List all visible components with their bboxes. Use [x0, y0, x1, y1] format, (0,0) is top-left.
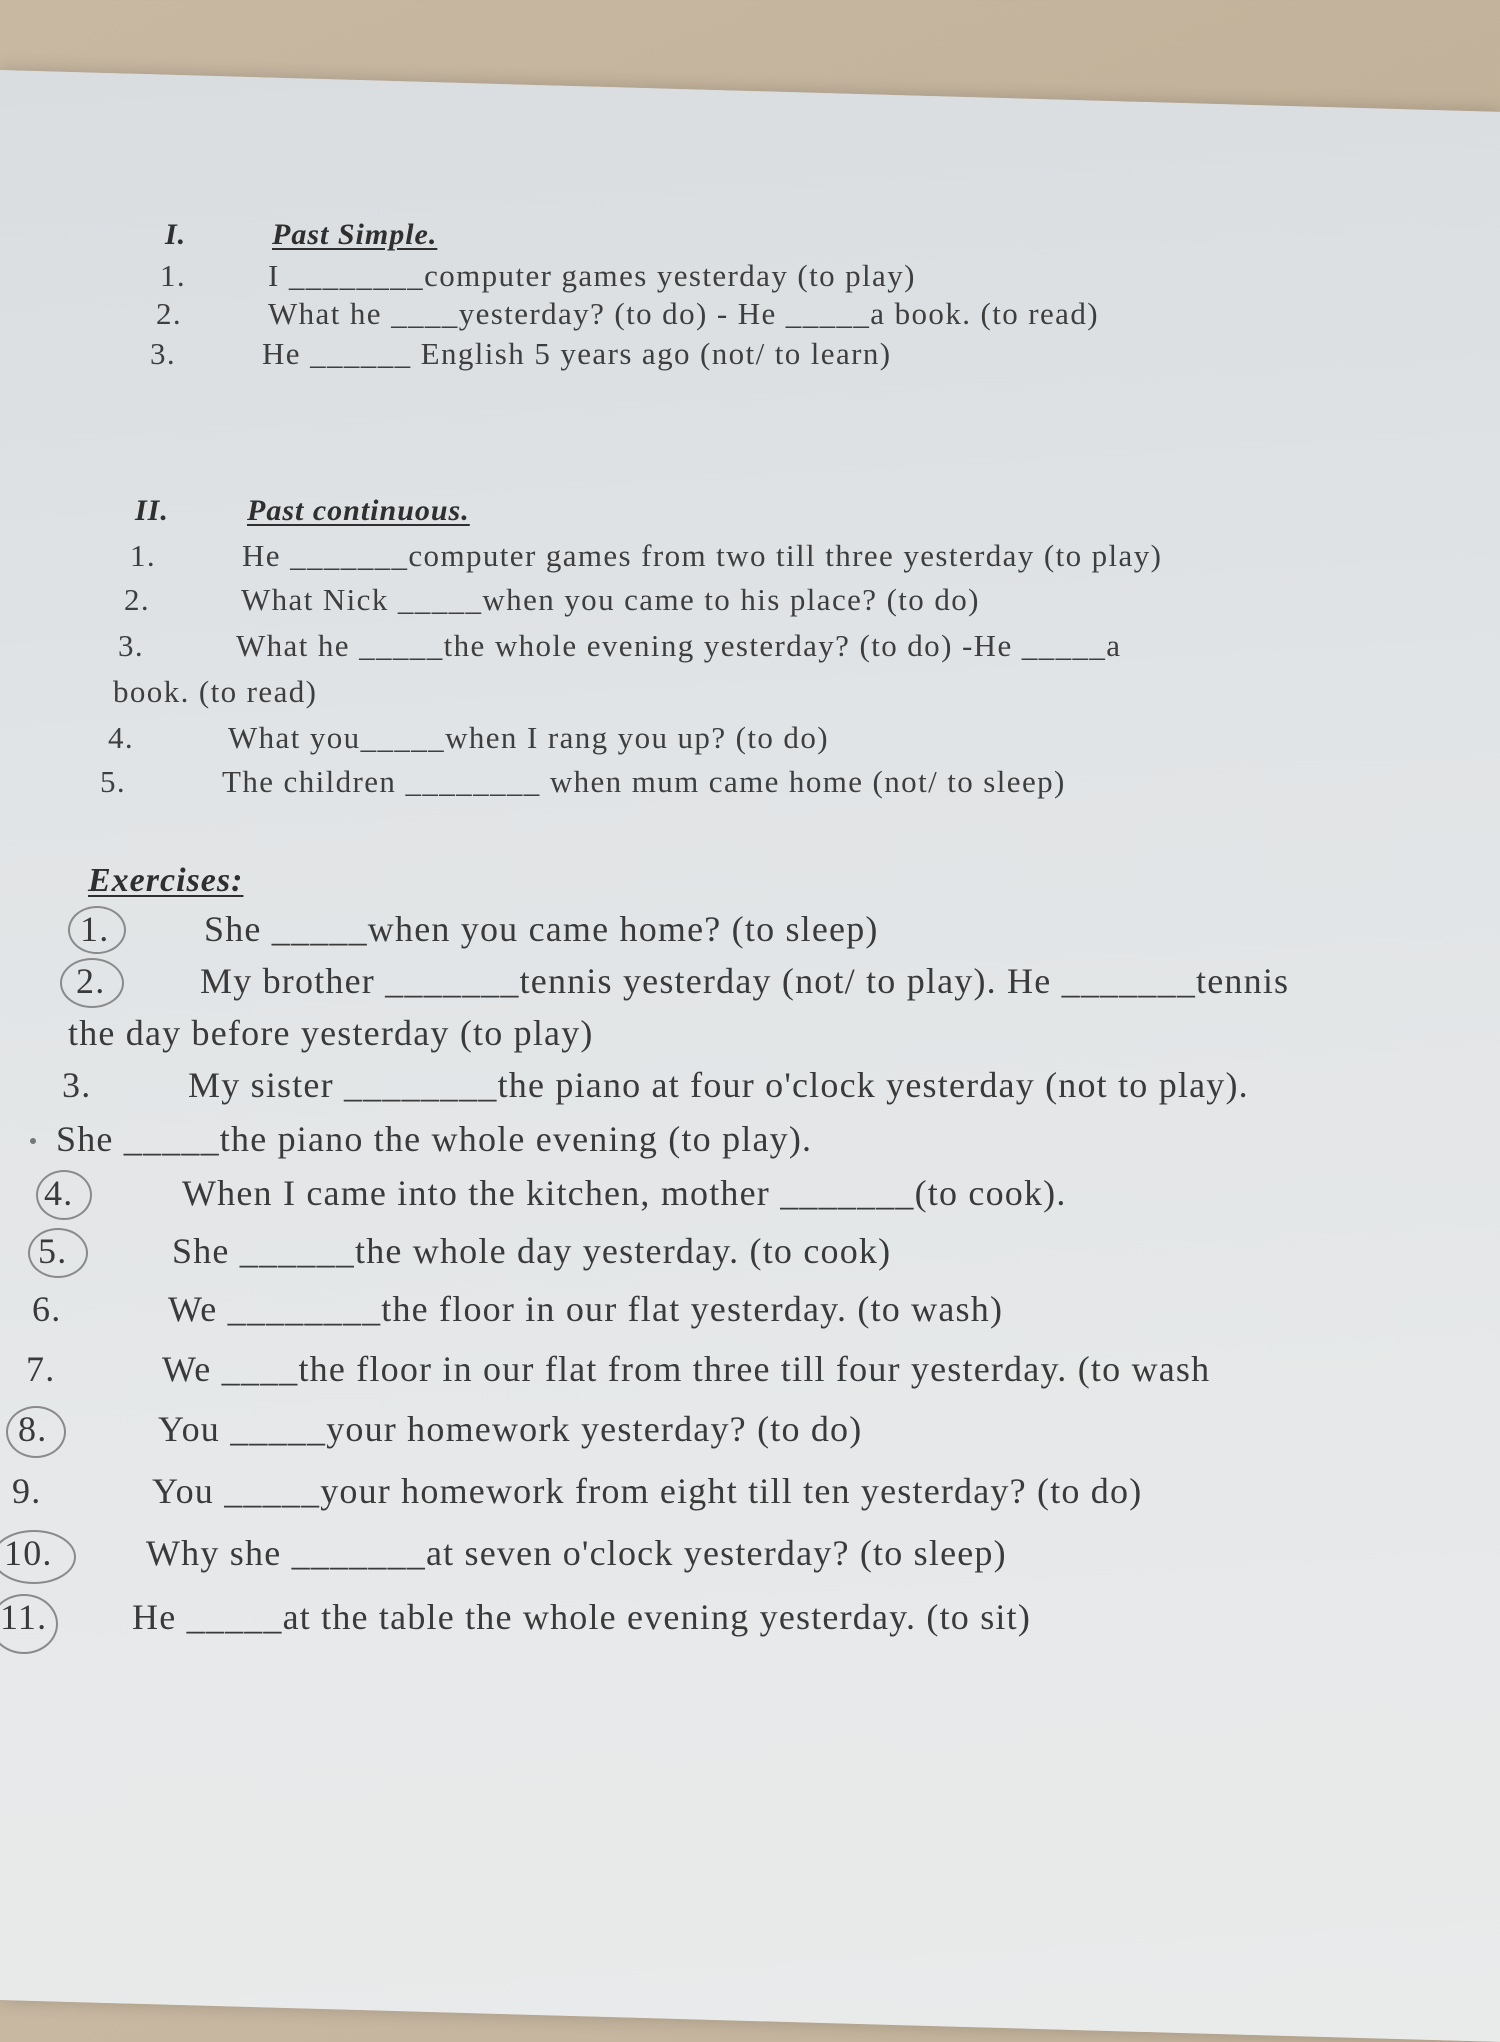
section1-roman: I.	[165, 218, 187, 251]
item-text: We ________the floor in our flat yesterday. (to wash)	[168, 1289, 1004, 1329]
pencil-dot	[30, 1138, 36, 1144]
item-number: 10.	[4, 1533, 53, 1573]
section2-title: Past continuous.	[247, 494, 470, 527]
item-text: She _____when you came home? (to sleep)	[204, 909, 879, 949]
item-text: When I came into the kitchen, mother _______(to cook).	[182, 1173, 1067, 1213]
item-text: What he ____yesterday? (to do) - He _____a book. (to read)	[268, 296, 1099, 331]
item-text: He _______computer games from two till three yesterday (to play)	[242, 538, 1163, 573]
pencil-circle	[28, 1228, 88, 1278]
item-number: 9.	[12, 1471, 42, 1511]
section2-roman: II.	[135, 494, 169, 527]
item-number: 3.	[62, 1065, 92, 1105]
item-number: 5.	[38, 1231, 68, 1271]
pencil-circle	[0, 1594, 58, 1654]
item-number: 8.	[18, 1409, 48, 1449]
exercises-heading	[88, 862, 243, 900]
item-text: He ______ English 5 years ago (not/ to learn)	[262, 336, 892, 371]
item-text: She _____the piano the whole evening (to play).	[56, 1119, 813, 1159]
item-number: 6.	[32, 1289, 62, 1329]
pencil-circle	[36, 1170, 92, 1220]
item-text: My brother _______tennis yesterday (not/ to play). He _______tennis	[200, 961, 1290, 1001]
item-number: 4.	[108, 720, 135, 755]
item-number: 3.	[118, 628, 145, 663]
item-text: What you_____when I rang you up? (to do)	[228, 720, 829, 755]
item-number: 1.	[80, 909, 110, 949]
item-number: 4.	[44, 1173, 74, 1213]
pencil-circle	[60, 958, 124, 1008]
pencil-circle	[6, 1406, 66, 1458]
pencil-circle	[0, 1530, 76, 1584]
item-number: 3.	[150, 336, 177, 371]
item-text: What he _____the whole evening yesterday? (to do) -He _____a	[236, 628, 1122, 663]
item-text: What Nick _____when you came to his place? (to do)	[241, 582, 980, 617]
item-text: book. (to read)	[113, 674, 318, 709]
section2-heading	[135, 494, 470, 528]
item-number: 2.	[156, 296, 183, 331]
item-text: My sister ________the piano at four o'clock yesterday (not to play).	[188, 1065, 1249, 1105]
item-text: the day before yesterday (to play)	[68, 1013, 594, 1053]
item-number: 1.	[130, 538, 157, 573]
item-text: She ______the whole day yesterday. (to cook)	[172, 1231, 892, 1271]
item-number: 1.	[160, 258, 187, 293]
item-number: 2.	[76, 961, 106, 1001]
section1-title: Past Simple.	[272, 218, 438, 251]
item-number: 11.	[0, 1597, 48, 1637]
exercises-title: Exercises:	[88, 862, 244, 899]
item-number: 5.	[100, 764, 127, 799]
section1-heading	[165, 218, 438, 252]
pencil-circle	[68, 906, 126, 954]
item-text: We ____the floor in our flat from three till four yesterday. (to wash	[162, 1349, 1211, 1389]
item-text: You _____your homework from eight till ten yesterday? (to do)	[152, 1471, 1143, 1511]
item-number: 2.	[124, 582, 151, 617]
item-text: He _____at the table the whole evening yesterday. (to sit)	[132, 1597, 1032, 1637]
item-text: Why she _______at seven o'clock yesterday? (to sleep)	[146, 1533, 1007, 1573]
item-number: 7.	[26, 1349, 56, 1389]
item-text: The children ________ when mum came home (not/ to sleep)	[222, 764, 1066, 799]
item-text: You _____your homework yesterday? (to do)	[158, 1409, 863, 1449]
item-text: I ________computer games yesterday (to play)	[268, 258, 916, 293]
